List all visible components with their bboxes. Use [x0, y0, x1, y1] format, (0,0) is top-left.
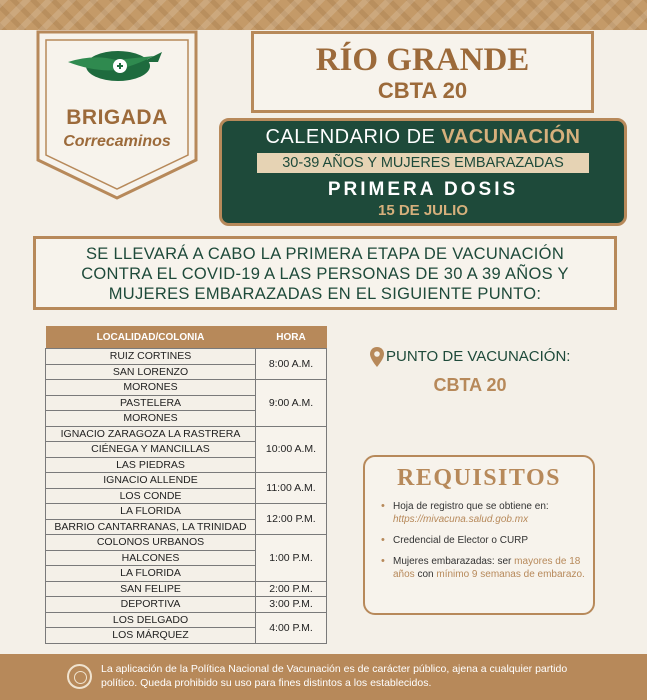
table-cell-locality: PASTELERA: [46, 395, 256, 411]
table-cell-locality: LOS DELGADO: [46, 612, 256, 628]
requirement-text: con: [414, 569, 437, 580]
intro-line: CONTRA EL COVID-19 A LAS PERSONAS DE 30 A 39 AÑOS Y: [81, 265, 569, 283]
column-header-locality: LOCALIDAD/COLONIA: [46, 326, 256, 349]
government-seal-icon: [67, 664, 92, 689]
school-name: CBTA 20: [377, 78, 468, 103]
location-pin-icon: [370, 347, 384, 367]
table-cell-locality: IGNACIO ALLENDE: [46, 473, 256, 489]
table-cell-locality: LAS PIEDRAS: [46, 457, 256, 473]
table-cell-locality: MORONES: [46, 380, 256, 396]
table-cell-locality: BARRIO CANTARRANAS, LA TRINIDAD: [46, 519, 256, 535]
registration-link[interactable]: https://mivacuna.salud.gob.mx: [393, 514, 529, 525]
table-cell-locality: SAN LORENZO: [46, 364, 256, 380]
table-cell-locality: LA FLORIDA: [46, 504, 256, 520]
table-cell-hour: 3:00 P.M.: [256, 597, 327, 613]
table-cell-locality: COLONOS URBANOS: [46, 535, 256, 551]
table-cell-locality: RUIZ CORTINES: [46, 349, 256, 365]
table-cell-locality: CIÉNEGA Y MANCILLAS: [46, 442, 256, 458]
vaccination-point-value: CBTA 20: [433, 375, 507, 395]
calendar-title-bold: VACUNACIÓN: [441, 126, 581, 148]
intro-line: MUJERES EMBARAZADAS EN EL SIGUIENTE PUNTO:: [108, 285, 542, 303]
table-cell-hour: 1:00 P.M.: [256, 535, 327, 582]
brigada-badge: [34, 0, 200, 202]
requirement-highlight: mínimo 9 semanas de embarazo.: [436, 569, 585, 580]
requirement-text: Hoja de registro que se obtiene en:: [393, 501, 549, 512]
list-item: [381, 500, 593, 526]
footer-band: [0, 654, 647, 700]
requirements-box: [363, 455, 595, 615]
column-header-hour: HORA: [256, 326, 327, 349]
table-cell-hour: 11:00 A.M.: [256, 473, 327, 504]
requirement-text: Mujeres embarazadas: ser: [393, 556, 515, 567]
intro-text: [33, 236, 617, 310]
calendar-banner: [219, 118, 627, 226]
list-item: [381, 534, 593, 547]
requirements-title: REQUISITOS: [397, 465, 561, 491]
table-cell-locality: HALCONES: [46, 550, 256, 566]
table-cell-locality: LOS MÁRQUEZ: [46, 628, 256, 644]
table-cell-hour: 10:00 A.M.: [256, 426, 327, 473]
vaccination-point-label-row: [370, 347, 600, 367]
list-item: [381, 555, 593, 581]
age-group-label: 30-39 AÑOS Y MUJERES EMBARAZADAS: [257, 153, 589, 173]
dose-label: PRIMERA DOSIS: [327, 179, 519, 200]
dose-date: 15 DE JULIO: [377, 202, 469, 219]
table-cell-hour: 9:00 A.M.: [256, 380, 327, 427]
table-cell-locality: IGNACIO ZARAGOZA LA RASTRERA: [46, 426, 256, 442]
table-cell-hour: 2:00 P.M.: [256, 581, 327, 597]
table-cell-locality: SAN FELIPE: [46, 581, 256, 597]
requirement-highlight: mayores de 18 años: [393, 556, 581, 580]
table-cell-hour: 12:00 P.M.: [256, 504, 327, 535]
table-cell-hour: 8:00 A.M.: [256, 349, 327, 380]
table-cell-locality: LA FLORIDA: [46, 566, 256, 582]
requirements-list: [365, 500, 593, 581]
badge-title: BRIGADA: [66, 106, 168, 129]
badge-shield-icon: [34, 0, 200, 202]
badge-subtitle: Correcaminos: [63, 133, 171, 150]
city-header: [251, 31, 594, 113]
table-cell-locality: MORONES: [46, 411, 256, 427]
city-name: RÍO GRANDE: [315, 42, 530, 78]
table-cell-locality: DEPORTIVA: [46, 597, 256, 613]
table-cell-hour: 4:00 P.M.: [256, 612, 327, 643]
footer-disclaimer: La aplicación de la Política Nacional de Vacunación es de carácter público, ajena a cualquier partido político. Queda prohibido su uso para fines distintos a los establecidos.: [101, 663, 568, 689]
requirement-text: Credencial de Elector o CURP: [393, 535, 529, 546]
vaccination-point: [370, 347, 600, 396]
intro-line: SE LLEVARÁ A CABO LA PRIMERA ETAPA DE VACUNACIÓN: [85, 245, 565, 263]
calendar-title-prefix: CALENDARIO DE: [265, 126, 442, 148]
calendar-title: [222, 126, 624, 149]
table-cell-locality: LOS CONDE: [46, 488, 256, 504]
vaccination-point-label: PUNTO DE VACUNACIÓN:: [386, 347, 571, 365]
schedule-table: [45, 326, 326, 644]
